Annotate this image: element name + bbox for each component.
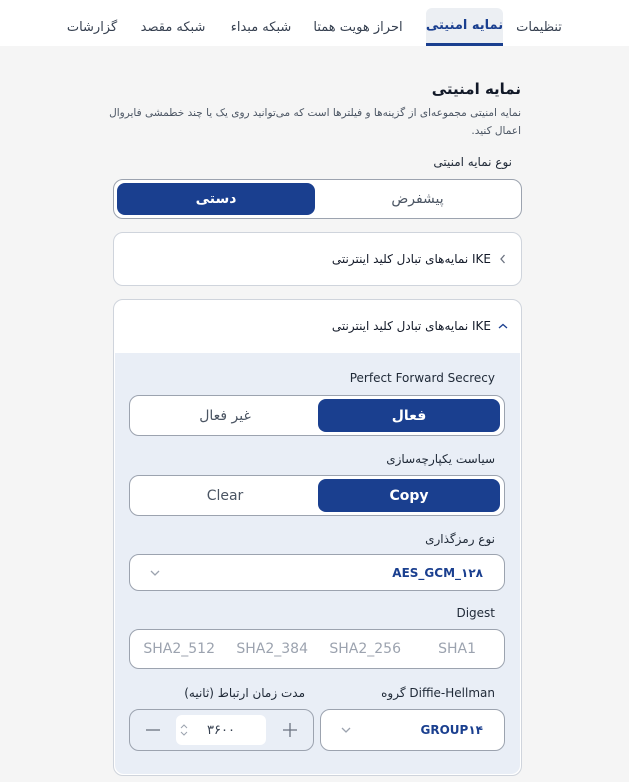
lifetime-value: ۳۶۰۰	[207, 722, 235, 738]
plus-icon[interactable]	[270, 710, 310, 750]
integrity-policy-toggle	[129, 475, 505, 516]
tab-reports[interactable]: گزارشات	[66, 19, 118, 35]
lifetime-input[interactable]	[176, 715, 266, 745]
ike-panel-expanded-title: IKE نمایه‌های تبادل کلید اینترنتی	[331, 319, 491, 333]
pfs-toggle	[129, 395, 505, 436]
encryption-type-value: AES_GCM_۱۲۸	[392, 565, 483, 580]
page-title: نمایه امنیتی	[431, 80, 521, 98]
chevron-down-icon	[148, 566, 162, 580]
digest-label: Digest	[456, 606, 495, 620]
spin-arrows-icon[interactable]	[180, 723, 188, 737]
page-description: نمایه امنیتی مجموعه‌ای از گزینه‌ها و فیلترها است که می‌توانید روی یک یا چند خطمشی فایروال اعمال کنید.	[109, 107, 521, 137]
dh-group-label: گروه Diffie-Hellman	[381, 686, 495, 700]
encryption-type-select[interactable]	[129, 554, 505, 591]
digest-options-box	[129, 629, 505, 669]
chevron-up-icon	[497, 320, 509, 332]
ike-panel-collapsed-header[interactable]	[332, 252, 509, 266]
profile-type-label: نوع نمایه امنیتی	[433, 155, 512, 169]
dh-group-value: GROUP۱۴	[420, 723, 483, 737]
tab-destination-network[interactable]: شبکه مقصد	[140, 19, 206, 35]
profile-type-manual-option[interactable]: دستی	[117, 183, 315, 215]
digest-option-sha2-384[interactable]: SHA2_384	[236, 641, 308, 657]
integrity-clear-option[interactable]: Clear	[206, 487, 244, 504]
tab-peer-authentication[interactable]: احراز هویت همتا	[313, 19, 403, 35]
profile-type-default-option[interactable]: پیشفرض	[391, 191, 444, 207]
minus-icon[interactable]	[133, 710, 173, 750]
digest-option-sha2-512[interactable]: SHA2_512	[143, 641, 215, 657]
chevron-left-icon	[497, 253, 509, 265]
digest-option-sha2-256[interactable]: SHA2_256	[329, 641, 401, 657]
pfs-enabled-option[interactable]: فعال	[318, 399, 500, 432]
top-tab-bar	[0, 0, 629, 46]
ike-panel-collapsed[interactable]	[113, 232, 522, 286]
tab-security-profile[interactable]: نمایه امنیتی	[426, 8, 503, 46]
chevron-down-icon	[339, 723, 353, 737]
profile-type-toggle	[113, 179, 522, 219]
integrity-policy-label: سیاست یکپارچه‌سازی	[386, 452, 495, 466]
ike-panel-expanded-header[interactable]	[332, 319, 509, 333]
lifetime-stepper	[129, 709, 314, 751]
ike-panel-collapsed-title: IKE نمایه‌های تبادل کلید اینترنتی	[331, 252, 491, 266]
lifetime-label: مدت زمان ارتباط (ثانیه)	[184, 686, 305, 700]
pfs-label: Perfect Forward Secrecy	[349, 371, 495, 385]
digest-option-sha1[interactable]: SHA1	[438, 641, 476, 657]
encryption-type-label: نوع رمزگذاری	[425, 532, 495, 546]
integrity-copy-option[interactable]: Copy	[318, 479, 500, 512]
pfs-disabled-option[interactable]: غیر فعال	[199, 407, 251, 424]
tab-source-network[interactable]: شبکه مبداء	[230, 19, 292, 35]
dh-group-select[interactable]	[320, 709, 505, 751]
tab-settings[interactable]: تنظیمات	[516, 19, 562, 35]
